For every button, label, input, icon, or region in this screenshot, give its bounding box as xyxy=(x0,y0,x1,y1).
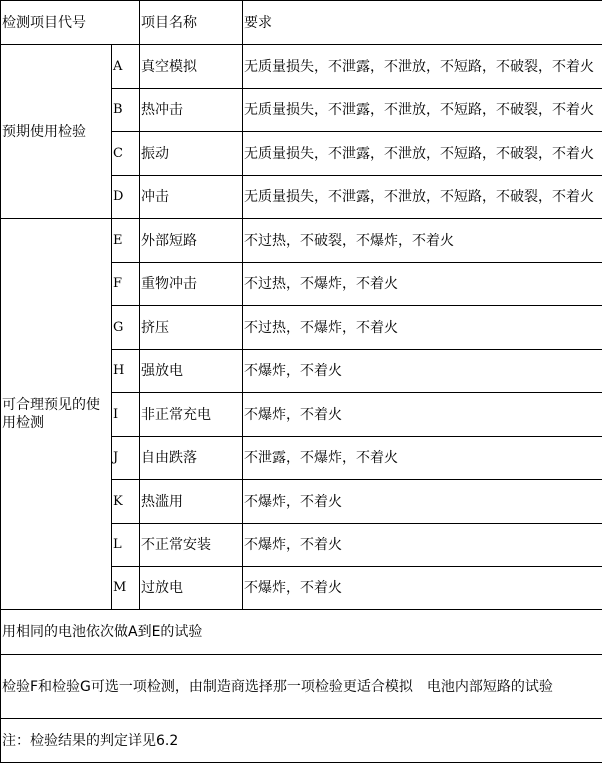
row-code: B xyxy=(112,89,140,132)
row-requirement: 不爆炸，不着火 xyxy=(243,393,602,437)
row-name: 重物冲击 xyxy=(140,263,243,306)
group-label-foreseeable-use: 可合理预见的使用检测 xyxy=(1,219,112,610)
row-requirement: 不爆炸，不着火 xyxy=(243,567,602,610)
row-code: H xyxy=(112,350,140,393)
table-row xyxy=(1,45,602,89)
row-requirement: 不爆炸，不着火 xyxy=(243,524,602,567)
row-name: 不正常安装 xyxy=(140,524,243,567)
row-requirement: 不过热，不破裂，不爆炸，不着火 xyxy=(243,219,602,263)
row-requirement: 不爆炸，不着火 xyxy=(243,350,602,393)
header-requirement: 要求 xyxy=(243,1,602,45)
header-name: 项目名称 xyxy=(140,1,243,45)
row-name: 自由跌落 xyxy=(140,437,243,480)
row-code: K xyxy=(112,480,140,524)
row-code: D xyxy=(112,176,140,219)
row-code: C xyxy=(112,132,140,176)
row-requirement: 无质量损失，不泄露，不泄放，不短路，不破裂，不着火 xyxy=(243,45,602,89)
row-requirement: 不泄露，不爆炸，不着火 xyxy=(243,437,602,480)
row-code: L xyxy=(112,524,140,567)
row-name: 外部短路 xyxy=(140,219,243,263)
row-name: 热冲击 xyxy=(140,89,243,132)
row-code: E xyxy=(112,219,140,263)
row-name: 真空模拟 xyxy=(140,45,243,89)
row-requirement: 无质量损失，不泄露，不泄放，不短路，不破裂，不着火 xyxy=(243,132,602,176)
header-category: 检测项目代号 xyxy=(1,1,140,45)
row-code: G xyxy=(112,306,140,350)
row-requirement: 不爆炸，不着火 xyxy=(243,480,602,524)
row-name: 热滥用 xyxy=(140,480,243,524)
note-optional-test: 检验F和检验G可选一项检测，由制造商选择那一项检验更适合模拟 电池内部短路的试验 xyxy=(1,655,602,719)
note-judgement: 注：检验结果的判定详见6.2 xyxy=(1,719,602,763)
table-row xyxy=(1,219,602,263)
row-name: 振动 xyxy=(140,132,243,176)
row-requirement: 无质量损失，不泄露，不泄放，不短路，不破裂，不着火 xyxy=(243,89,602,132)
note-row xyxy=(1,655,602,719)
header-row xyxy=(1,1,602,45)
row-requirement: 不过热，不爆炸，不着火 xyxy=(243,263,602,306)
row-name: 挤压 xyxy=(140,306,243,350)
group-label-expected-use: 预期使用检验 xyxy=(1,45,112,219)
row-requirement: 无质量损失，不泄露，不泄放，不短路，不破裂，不着火 xyxy=(243,176,602,219)
note-row xyxy=(1,719,602,763)
row-name: 强放电 xyxy=(140,350,243,393)
row-name: 过放电 xyxy=(140,567,243,610)
note-sequence: 用相同的电池依次做A到E的试验 xyxy=(1,610,602,655)
row-code: M xyxy=(112,567,140,610)
row-name: 非正常充电 xyxy=(140,393,243,437)
row-code: A xyxy=(112,45,140,89)
row-name: 冲击 xyxy=(140,176,243,219)
row-code: I xyxy=(112,393,140,437)
row-code: J xyxy=(112,437,140,480)
note-row xyxy=(1,610,602,655)
row-requirement: 不过热，不爆炸，不着火 xyxy=(243,306,602,350)
row-code: F xyxy=(112,263,140,306)
